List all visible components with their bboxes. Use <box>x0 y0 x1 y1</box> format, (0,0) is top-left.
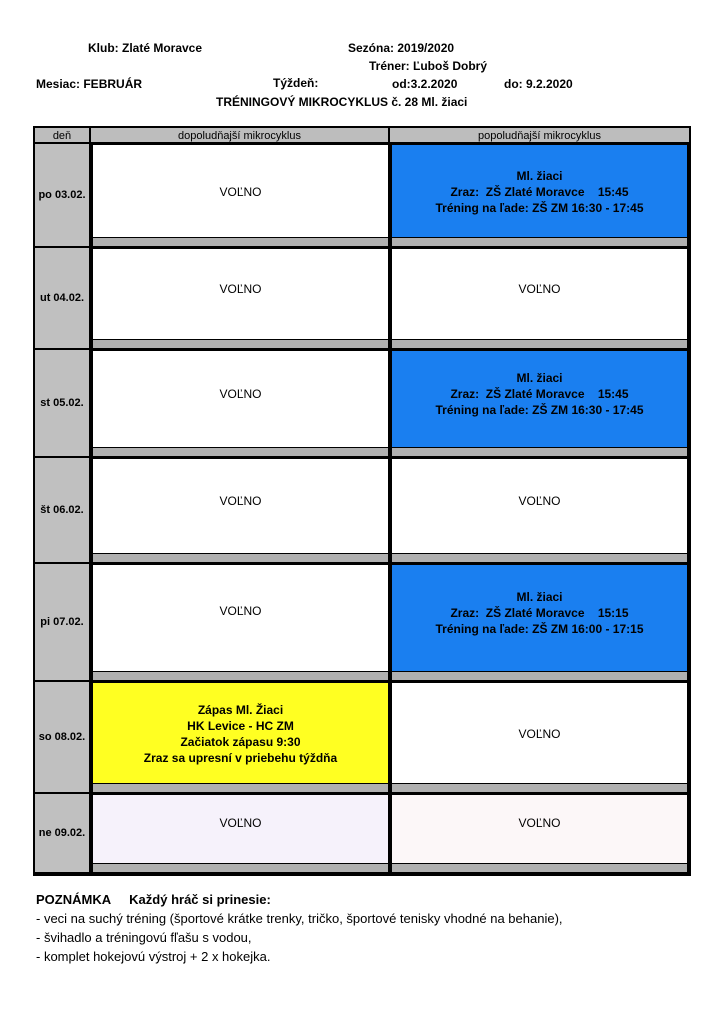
column-header-pm: popoludňajší mikrocyklus <box>390 128 689 144</box>
table-row <box>35 458 689 564</box>
notes-item: - veci na suchý tréning (športové krátke trenky, tričko, športové tenisky vhodné na behanie), <box>36 911 563 926</box>
am-cell <box>91 144 390 248</box>
pm-line: Tréning na ľade: ZŠ ZM 16:30 - 17:45 <box>435 200 644 215</box>
am-line: VOĽNO <box>219 815 262 830</box>
day-label: so 08.02. <box>35 682 91 794</box>
pm-cell <box>390 350 689 458</box>
header-season: Sezóna: 2019/2020 <box>348 41 455 55</box>
pm-cell <box>390 682 689 794</box>
notes-item: - švihadlo a tréningovú fľašu s vodou, <box>36 930 252 945</box>
am-cell <box>91 682 390 794</box>
pm-line: VOĽNO <box>518 726 561 741</box>
table-row <box>35 794 689 874</box>
header-month: Mesiac: FEBRUÁR <box>36 77 143 91</box>
am-line: VOĽNO <box>219 603 262 618</box>
pm-line: Zraz: ZŠ Zlaté Moravce 15:45 <box>450 184 629 199</box>
pm-line: Zraz: ZŠ Zlaté Moravce 15:45 <box>450 386 629 401</box>
notes-intro: Každý hráč si prinesie: <box>129 892 271 907</box>
header-week-from: od:3.2.2020 <box>392 77 458 91</box>
table-row <box>35 350 689 458</box>
column-header-am: dopoludňajší mikrocyklus <box>91 128 390 144</box>
notes-section <box>36 890 563 966</box>
pm-cell <box>390 248 689 350</box>
am-cell <box>91 350 390 458</box>
am-line: VOĽNO <box>219 184 262 199</box>
day-label: ne 09.02. <box>35 794 91 874</box>
header-club: Klub: Zlaté Moravce <box>88 41 203 55</box>
day-label: ut 04.02. <box>35 248 91 350</box>
pm-line: Ml. žiaci <box>516 370 563 385</box>
table-row <box>35 248 689 350</box>
am-cell <box>91 248 390 350</box>
am-cell <box>91 794 390 874</box>
pm-cell <box>390 144 689 248</box>
day-label: št 06.02. <box>35 458 91 564</box>
schedule-table <box>33 126 691 876</box>
am-line: VOĽNO <box>219 493 262 508</box>
pm-line: VOĽNO <box>518 281 561 296</box>
am-line: Zápas Ml. Žiaci <box>197 702 284 717</box>
pm-cell <box>390 564 689 682</box>
pm-cell <box>390 458 689 564</box>
table-row <box>35 564 689 682</box>
pm-line: Ml. žiaci <box>516 589 563 604</box>
header-trainer: Tréner: Ľuboš Dobrý <box>369 59 488 73</box>
header-week-label: Týždeň: <box>273 76 319 90</box>
pm-cell <box>390 794 689 874</box>
pm-line: VOĽNO <box>518 493 561 508</box>
notes-label: POZNÁMKA <box>36 892 112 907</box>
table-row <box>35 144 689 248</box>
pm-line: Tréning na ľade: ZŠ ZM 16:00 - 17:15 <box>435 621 644 636</box>
pm-line: Zraz: ZŠ Zlaté Moravce 15:15 <box>450 605 629 620</box>
am-line: VOĽNO <box>219 281 262 296</box>
pm-line: Ml. žiaci <box>516 168 563 183</box>
am-line: Zraz sa upresní v priebehu týždňa <box>143 750 338 765</box>
am-line: Začiatok zápasu 9:30 <box>180 734 301 749</box>
page-title: TRÉNINGOVÝ MIKROCYKLUS č. 28 Ml. žiaci <box>216 95 468 109</box>
day-label: pi 07.02. <box>35 564 91 682</box>
pm-line: Tréning na ľade: ZŠ ZM 16:30 - 17:45 <box>435 402 644 417</box>
table-row <box>35 682 689 794</box>
header-week-to: do: 9.2.2020 <box>504 77 573 91</box>
am-line: VOĽNO <box>219 386 262 401</box>
am-line: HK Levice - HC ZM <box>187 718 294 733</box>
day-label: st 05.02. <box>35 350 91 458</box>
column-header-day: deň <box>35 128 91 144</box>
am-cell <box>91 458 390 564</box>
notes-item: - komplet hokejovú výstroj + 2 x hokejka. <box>36 949 271 964</box>
am-cell <box>91 564 390 682</box>
day-label: po 03.02. <box>35 144 91 248</box>
pm-line: VOĽNO <box>518 815 561 830</box>
